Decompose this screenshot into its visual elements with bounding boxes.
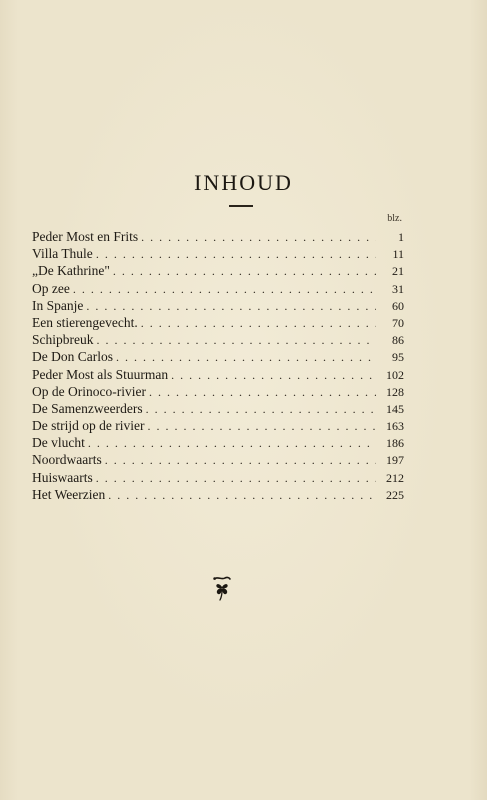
page-title: INHOUD	[194, 170, 293, 195]
toc-entry-title: De Don Carlos	[32, 349, 113, 365]
toc-entry	[32, 245, 404, 262]
toc-entry-page: 186	[386, 436, 404, 451]
title-underline-rule	[229, 205, 253, 207]
dot-leader	[96, 470, 376, 487]
toc-entry	[32, 366, 404, 383]
dot-leader	[141, 229, 376, 246]
toc-entry-title: In Spanje	[32, 297, 84, 313]
toc-entry	[32, 417, 404, 434]
toc-entry-title: Peder Most als Stuurman	[32, 366, 169, 382]
dot-leader	[141, 315, 376, 332]
toc-entry	[32, 262, 404, 279]
toc-entry-title: De strijd op de rivier	[32, 418, 145, 434]
toc-entry-title: Villa Thule	[32, 246, 93, 262]
toc-entry-page: 145	[386, 401, 404, 416]
toc-entry-page: 128	[386, 384, 404, 399]
toc-entry	[32, 348, 404, 365]
toc-entry-page: 11	[392, 247, 404, 262]
toc-entry-page: 60	[392, 298, 404, 313]
toc-entry-title: Het Weerzien	[32, 486, 106, 502]
dot-leader	[116, 349, 376, 366]
dot-leader	[97, 332, 377, 349]
toc-entry-title: Op zee	[32, 280, 70, 296]
toc-entry	[32, 469, 404, 486]
shamrock-ornament-icon	[207, 574, 237, 604]
toc-entry-page: 197	[386, 453, 404, 468]
toc-entry-page: 212	[386, 470, 404, 485]
dot-leader	[147, 418, 376, 435]
page-column-label: blz.	[387, 213, 402, 224]
toc-entry	[32, 451, 404, 468]
dot-leader	[86, 298, 376, 315]
toc-entry	[32, 228, 404, 245]
toc-entry-title: Noordwaarts	[32, 452, 102, 468]
toc-entry-title: Op de Orinoco-rivier	[32, 383, 146, 399]
toc-entry-page: 70	[392, 315, 404, 330]
toc-entry-title: „De Kathrine"	[32, 263, 110, 279]
toc-entry	[32, 280, 404, 297]
toc-entry-page: 31	[392, 281, 404, 296]
toc-entry-page: 86	[392, 333, 404, 348]
toc-entry	[32, 297, 404, 314]
dot-leader	[171, 367, 376, 384]
dot-leader	[105, 452, 376, 469]
toc-entry-page: 21	[392, 264, 404, 279]
dot-leader	[108, 487, 376, 504]
toc-entry-page: 1	[398, 230, 404, 244]
dot-leader	[113, 263, 376, 280]
toc-entry-title: Peder Most en Frits	[32, 229, 139, 244]
table-of-contents	[32, 228, 404, 503]
dot-leader	[149, 384, 376, 401]
toc-entry	[32, 486, 404, 503]
dot-leader	[73, 281, 376, 298]
dot-leader	[88, 435, 376, 452]
toc-entry-title: Een stierengevecht.	[32, 314, 138, 330]
toc-entry-page: 225	[386, 487, 404, 502]
toc-entry	[32, 314, 404, 331]
toc-entry	[32, 383, 404, 400]
toc-entry	[32, 434, 404, 451]
toc-entry-page: 102	[386, 367, 404, 382]
toc-entry-page: 95	[392, 350, 404, 365]
toc-entry	[32, 400, 404, 417]
toc-entry-title: De vlucht	[32, 435, 85, 451]
toc-entry-page: 163	[386, 419, 404, 434]
toc-entry-title: De Samenzweerders	[32, 400, 143, 416]
toc-entry	[32, 331, 404, 348]
dot-leader	[146, 401, 376, 418]
toc-entry-title: Huiswaarts	[32, 469, 93, 485]
dot-leader	[96, 246, 376, 263]
toc-entry-title: Schipbreuk	[32, 332, 94, 348]
